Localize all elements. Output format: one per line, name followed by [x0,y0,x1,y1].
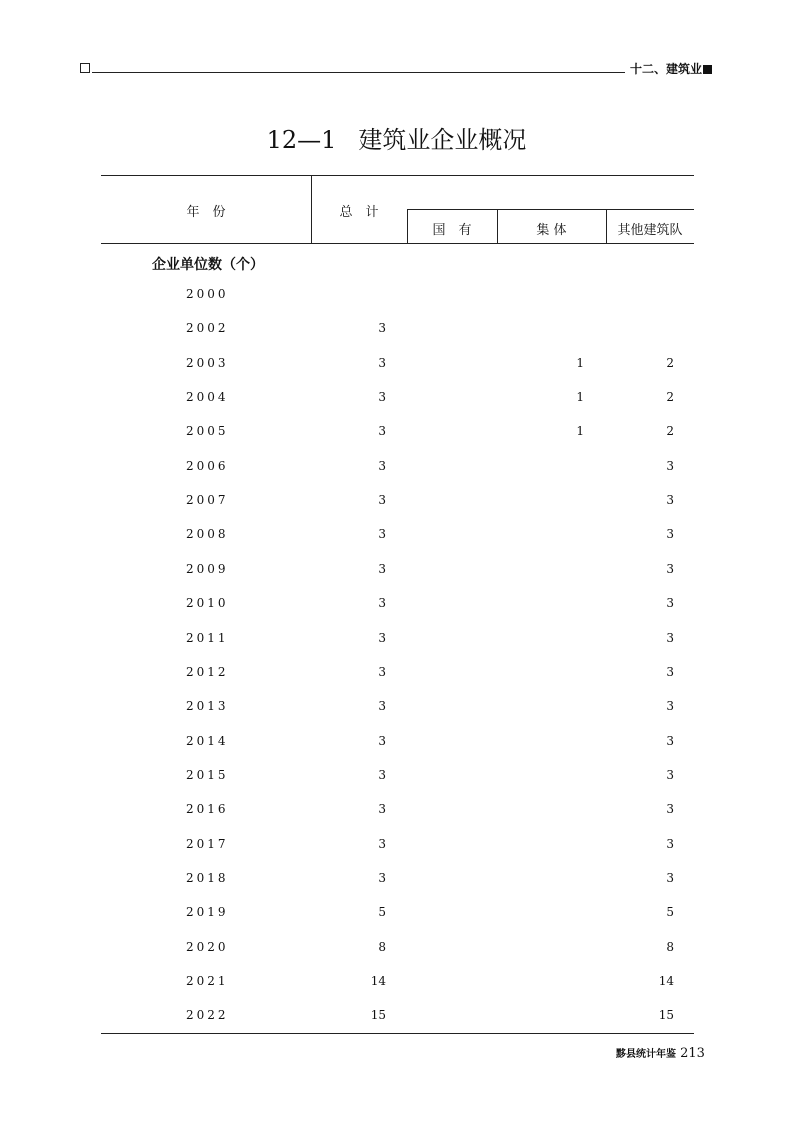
row-total: 3 [378,355,386,370]
section-header [630,60,712,77]
row-total: 15 [370,1008,386,1023]
row-year: 2019 [186,905,229,920]
row-year: 2018 [186,870,229,885]
row-other: 3 [666,767,674,782]
page-title [0,120,793,155]
col-header-other: 其他建筑队 [617,223,683,238]
row-total: 3 [378,561,386,576]
table-row [0,665,793,685]
row-other: 14 [658,974,674,988]
row-year: 2006 [186,458,229,473]
row-total: 5 [378,905,386,920]
row-other: 8 [666,939,674,954]
row-other: 2 [666,355,674,370]
page-footer [616,1045,705,1061]
header-rule [92,72,625,73]
row-year: 2010 [186,596,229,611]
row-collective: 1 [576,424,584,439]
row-other: 3 [666,493,674,508]
row-other: 3 [666,458,674,473]
row-total: 3 [378,836,386,851]
table-row [0,390,793,410]
row-year: 2020 [186,939,229,954]
row-total: 3 [378,527,386,542]
row-other: 3 [666,802,674,817]
row-other: 3 [666,561,674,576]
table-row [0,871,793,891]
table-title: 建筑业企业概况 [358,126,527,154]
col-header-total: 总 计 [339,205,379,220]
row-year: 2022 [186,1008,229,1023]
header-box-icon [80,63,90,73]
row-other: 3 [666,630,674,645]
table-row [0,974,793,994]
row-year: 2009 [186,561,229,576]
row-other: 3 [666,527,674,542]
row-total: 3 [378,699,386,714]
col-header-year: 年 份 [186,205,226,220]
col-header-collective: 集 体 [536,223,567,238]
table-row [0,562,793,582]
row-year: 2021 [186,974,229,988]
row-collective: 1 [576,355,584,370]
row-other: 3 [666,836,674,851]
col-header-state: 国 有 [432,223,472,238]
row-year: 2005 [186,424,229,439]
table-row [0,356,793,376]
row-collective: 1 [576,390,584,405]
table-row [0,837,793,857]
row-other: 3 [666,870,674,885]
row-year: 2014 [186,733,229,748]
table-row [0,699,793,719]
subheader-rule [407,209,694,210]
category-label: 企业单位数（个） [152,257,264,273]
row-other: 3 [666,733,674,748]
table-row [0,459,793,479]
row-year: 2002 [186,321,229,336]
row-total: 8 [378,939,386,954]
section-header-label: 十二、建筑业 [630,62,703,76]
table-row [0,940,793,960]
row-other: 15 [658,1008,674,1023]
header-square-icon [703,65,712,74]
row-other: 3 [666,699,674,714]
table-bottom-rule [101,1033,694,1034]
table-row [0,1008,793,1028]
table-row [0,734,793,754]
page-number: 213 [680,1046,705,1061]
row-year: 2015 [186,767,229,782]
row-total: 3 [378,733,386,748]
table-row [0,527,793,547]
row-year: 2007 [186,493,229,508]
row-total: 14 [370,974,386,988]
row-other: 3 [666,596,674,611]
table-row [0,493,793,513]
row-total: 3 [378,802,386,817]
row-other: 5 [666,905,674,920]
table-row [0,596,793,616]
row-total: 3 [378,767,386,782]
header-bottom-rule [101,243,694,244]
row-total: 3 [378,493,386,508]
row-year: 2008 [186,527,229,542]
row-total: 3 [378,424,386,439]
table-row [0,321,793,341]
row-total: 3 [378,596,386,611]
row-year: 2011 [186,630,229,645]
table-row [0,287,793,307]
footer-book-title: 黟县统计年鉴 [616,1049,676,1060]
table-top-rule [101,175,694,176]
row-year: 2004 [186,390,229,405]
row-year: 2012 [186,664,229,679]
row-year: 2013 [186,699,229,714]
row-year: 2016 [186,802,229,817]
row-other: 2 [666,390,674,405]
row-total: 3 [378,664,386,679]
row-total: 3 [378,870,386,885]
table-row [0,768,793,788]
table-row [0,905,793,925]
table-number: 12—1 [266,126,337,154]
row-total: 3 [378,630,386,645]
table-row [0,424,793,444]
row-other: 2 [666,424,674,439]
row-year: 2017 [186,836,229,851]
row-year: 2000 [186,287,229,301]
row-other: 3 [666,664,674,679]
row-total: 3 [378,458,386,473]
row-year: 2003 [186,355,229,370]
row-total: 3 [378,321,386,336]
table-row [0,802,793,822]
row-total: 3 [378,390,386,405]
table-row [0,631,793,651]
